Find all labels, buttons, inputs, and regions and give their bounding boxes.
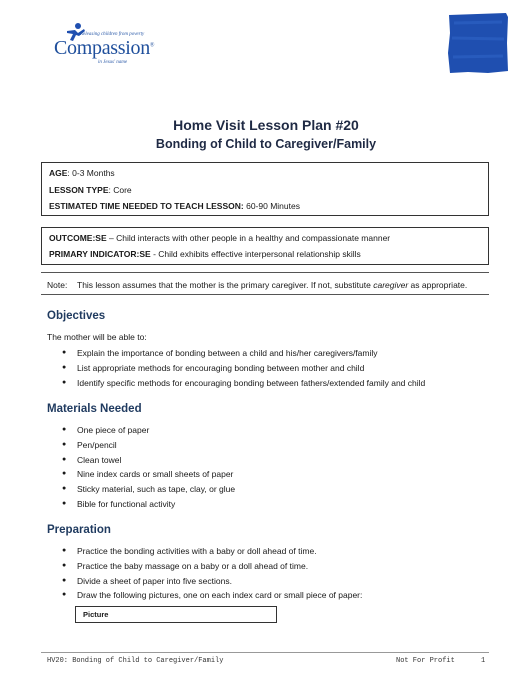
age-line: AGE: 0-3 Months [49,168,115,178]
preparation-list [60,544,362,603]
compassion-logo [50,22,168,72]
lesson-type-line: LESSON TYPE: Core [49,185,132,195]
list-item: ● Sticky material, such as tape, clay, or glue [62,484,236,495]
logo-subline: in Jesus' name [98,60,128,65]
list-item: ● Identify specific methods for encouraging bonding between fathers/extended family and child [62,377,426,388]
note-divider-bottom [41,294,489,295]
note-divider-top [41,272,489,273]
list-item: ● Clean towel [62,454,122,465]
list-item: ● Pen/pencil [62,439,117,450]
list-item: ● Nine index cards or small sheets of paper [62,469,234,480]
materials-heading: Materials Needed [47,403,142,415]
list-item: ● Draw the following pictures, one on each index card or small piece of paper: [62,590,363,601]
page-subtitle: Bonding of Child to Caregiver/Family [155,137,377,151]
page-number: 1 [481,657,486,665]
indicator-line: PRIMARY INDICATOR:SE - Child exhibits effective interpersonal relationship skills [49,249,361,259]
logo-tagline: Releasing children from poverty [80,32,145,37]
picture-table-header: Picture [75,606,277,623]
logo-wordmark: Compassion® [54,37,155,59]
outcome-line: OUTCOME:SE – Child interacts with other people in a healthy and compassionate manner [49,233,391,243]
lesson-info-box [41,162,489,216]
list-item: ● One piece of paper [62,425,150,435]
page-title: Home Visit Lesson Plan #20 [173,117,359,133]
outcome-box [41,227,489,265]
objectives-list [60,346,425,390]
note: Note: This lesson assumes that the mother is the primary caregiver. If not, substitute caregiver as appropriate. [47,280,468,290]
footer-divider [41,652,489,653]
list-item: ● Divide a sheet of paper into five sections. [62,575,232,586]
list-item: ● List appropriate methods for encouraging bonding between mother and child [62,362,365,373]
list-item: ● Practice the baby massage on a baby or a doll ahead of time. [62,560,309,571]
list-item: ● Bible for functional activity [62,498,176,509]
time-line: ESTIMATED TIME NEEDED TO TEACH LESSON: 60-90 Minutes [49,201,300,211]
materials-list [60,423,235,512]
brand-color-block [448,13,508,73]
footer-distribution: Not For Profit [396,657,455,665]
list-item: ● Practice the bonding activities with a baby or doll ahead of time. [62,546,317,556]
objectives-intro: The mother will be able to: [47,332,147,342]
footer-title: HV20: Bonding of Child to Caregiver/Family [47,657,224,665]
list-item: ● Explain the importance of bonding between a child and his/her caregivers/family [62,348,378,358]
objectives-heading: Objectives [47,310,106,322]
preparation-heading: Preparation [47,524,111,536]
